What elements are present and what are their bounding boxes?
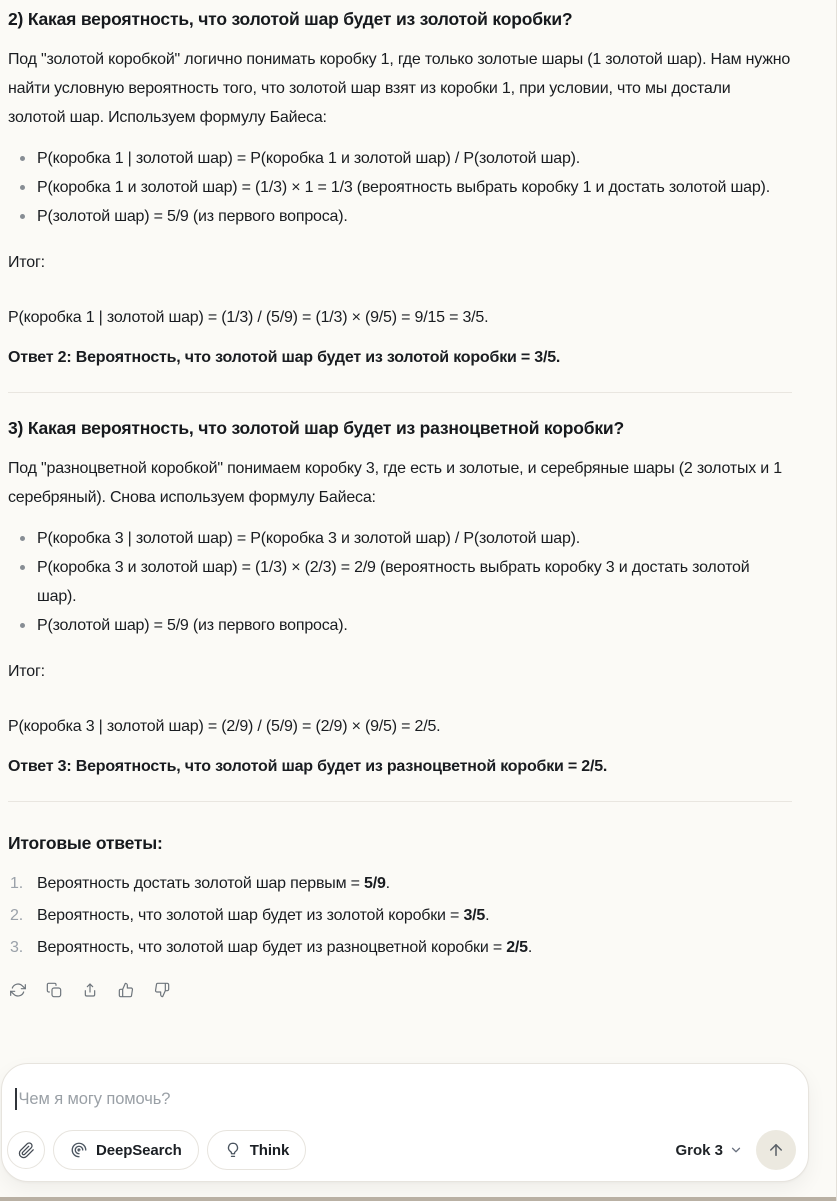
share-button[interactable] [82,982,98,998]
share-icon [82,982,98,998]
assistant-message [8,0,792,1045]
list-suffix: . [527,939,533,956]
thumbs-up-button[interactable] [118,982,134,998]
list-suffix: . [485,907,490,924]
list-number: 2. [10,907,23,924]
bullet-list [8,524,792,640]
bullet-item: P(коробка 1 и золотой шар) = (1/3) × 1 = 1/3 (вероятность выбрать коробку 1 и достать золотой шар). [8,173,792,202]
composer [1,1063,809,1182]
answer-section-2 [8,8,792,372]
answer-section-3 [8,417,792,781]
deepsearch-label: DeepSearch [96,1141,182,1159]
final-answers-list [8,869,792,962]
thumbs-up-icon [118,982,134,998]
list-item [8,933,792,962]
copy-icon [46,982,62,998]
regenerate-button[interactable] [10,982,26,998]
message-actions-bar [10,982,792,998]
list-text: Вероятность, что золотой шар будет из разноцветной коробки = [37,939,507,956]
list-bold-value: 3/5 [463,907,486,924]
deepsearch-spiral-icon [70,1141,88,1159]
itog-label: Итог: [8,254,45,271]
message-input[interactable] [15,1088,788,1110]
answer-paragraph: Ответ 2: Вероятность, что золотой шар будет из золотой коробки = 3/5. [8,349,561,366]
lightbulb-icon [224,1141,242,1159]
copy-button[interactable] [46,982,62,998]
model-selector[interactable] [675,1142,743,1159]
thumbs-down-icon [154,982,170,998]
bullet-item: P(золотой шар) = 5/9 (из первого вопроса). [8,611,792,640]
section-heading: 2) Какая вероятность, что золотой шар будет из золотой коробки? [8,9,573,29]
list-suffix: . [385,875,390,892]
equation: P(коробка 3 | золотой шар) = (2/9) / (5/9) = (2/9) × (9/5) = 2/5. [8,718,441,735]
section-divider [8,392,792,393]
bullet-item: P(коробка 3 и золотой шар) = (1/3) × (2/3) = 2/9 (вероятность выбрать коробку 3 и достать золотой шар). [8,553,792,611]
bullet-item: P(золотой шар) = 5/9 (из первого вопроса). [8,202,792,231]
list-text: Вероятность достать золотой шар первым = [37,875,365,892]
section-divider [8,801,792,802]
think-button[interactable] [207,1130,307,1170]
thumbs-down-button[interactable] [154,982,170,998]
section-paragraph: Под "золотой коробкой" логично понимать коробку 1, где только золотые шары (1 золотой шар). Нам нужно найти условную вероятность того, что золотой шар взят из коробки 1, при условии, что мы достали золотой шар. Используем формулу Байеса: [8,51,791,126]
think-label: Think [249,1141,290,1159]
paperclip-icon [18,1142,35,1159]
arrow-up-icon [767,1141,785,1159]
model-label: Grok 3 [675,1141,723,1159]
input-placeholder: Чем я могу помочь? [18,1089,171,1108]
equation: P(коробка 1 | золотой шар) = (1/3) / (5/9) = (1/3) × (9/5) = 9/15 = 3/5. [8,309,489,326]
list-item [8,869,792,898]
send-button[interactable] [756,1130,796,1170]
list-bold-value: 2/5 [506,939,528,956]
final-answers-heading: Итоговые ответы: [8,833,163,853]
answer-paragraph: Ответ 3: Вероятность, что золотой шар будет из разноцветной коробки = 2/5. [8,758,608,775]
bullet-list [8,144,792,231]
bottom-edge-strip [0,1197,836,1201]
list-bold-value: 5/9 [364,875,386,892]
attach-button[interactable] [7,1131,45,1169]
chevron-down-icon [729,1143,743,1157]
section-paragraph: Под "разноцветной коробкой" понимаем коробку 3, где есть и золотые, и серебряные шары (2 золотых и 1 серебряный). Снова используем формулу Байеса: [8,460,782,506]
list-item [8,901,792,930]
list-number: 3. [10,939,23,956]
composer-controls [7,1130,796,1170]
final-answers-section [8,832,792,962]
bullet-item: P(коробка 1 | золотой шар) = P(коробка 1 и золотой шар) / P(золотой шар). [8,144,792,173]
text-cursor [15,1088,17,1110]
list-text: Вероятность, что золотой шар будет из золотой коробки = [37,907,464,924]
section-heading: 3) Какая вероятность, что золотой шар будет из разноцветной коробки? [8,418,624,438]
deepsearch-button[interactable] [53,1130,199,1170]
regenerate-icon [10,982,26,998]
list-number: 1. [10,875,23,892]
bullet-item: P(коробка 3 | золотой шар) = P(коробка 3 и золотой шар) / P(золотой шар). [8,524,792,553]
itog-label: Итог: [8,663,45,680]
